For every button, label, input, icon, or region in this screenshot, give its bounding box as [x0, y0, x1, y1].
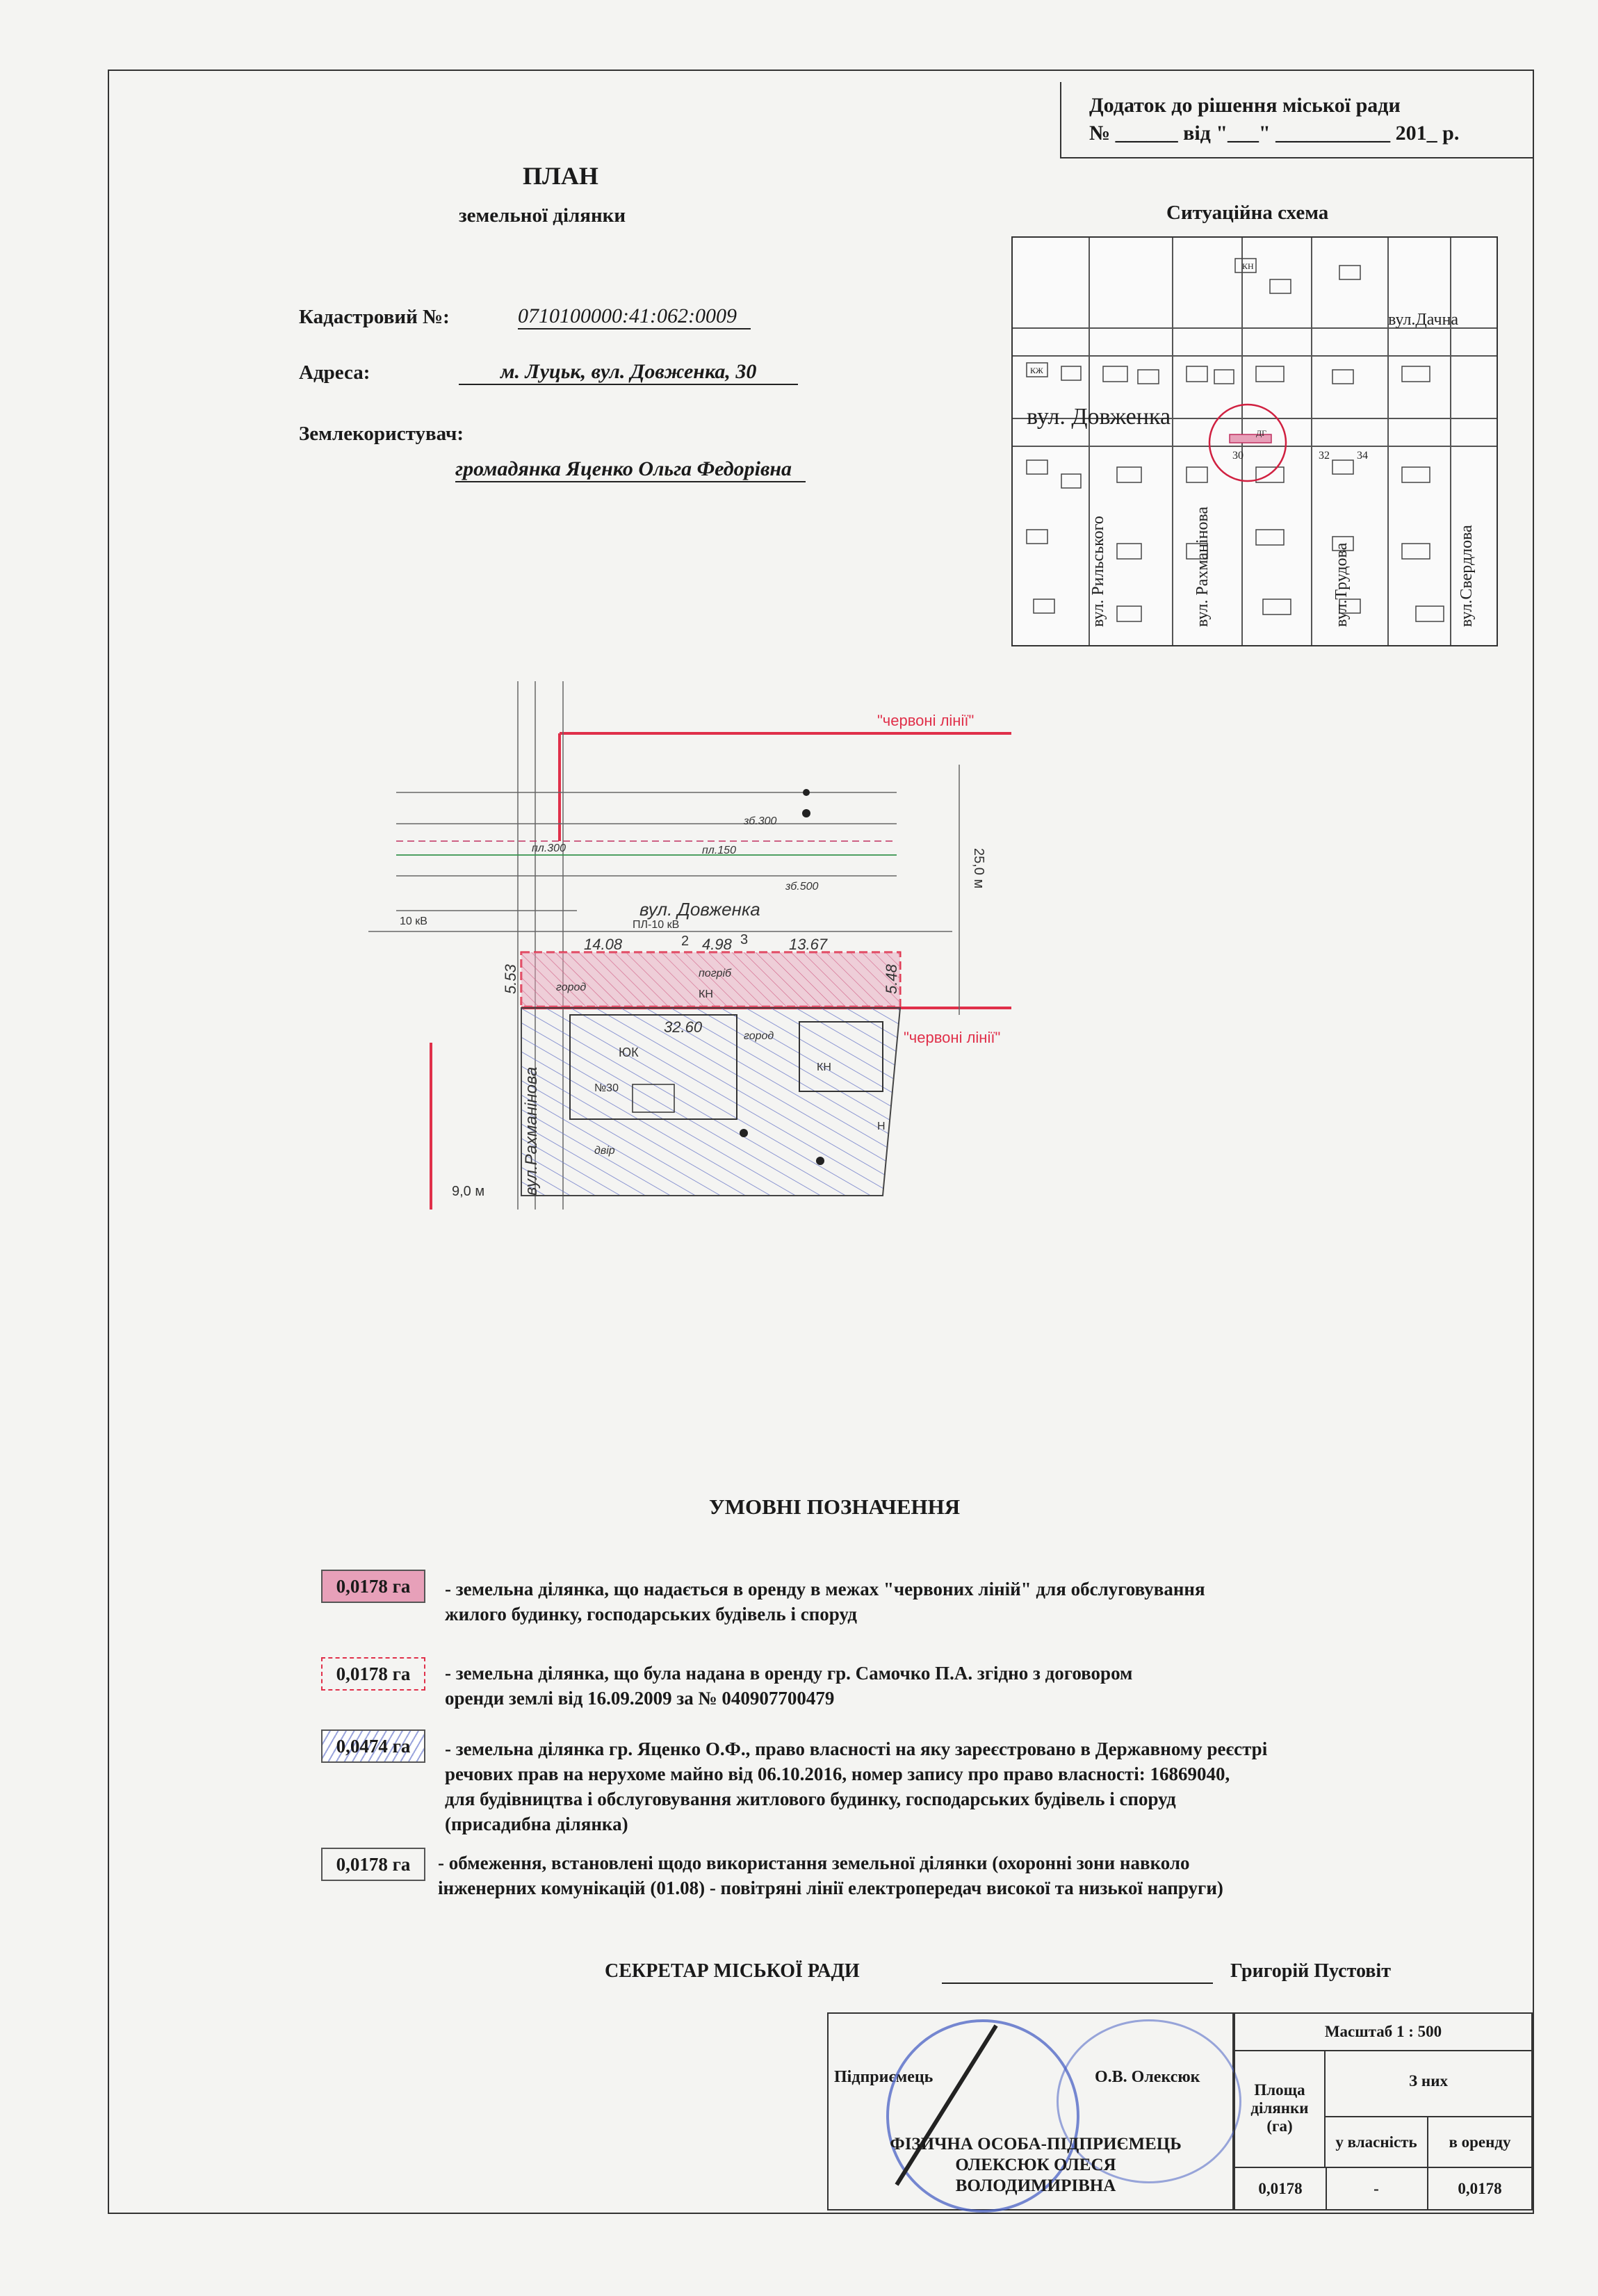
line-label-pl150: пл.150: [702, 845, 736, 856]
legend-text-2: [445, 1661, 1487, 1711]
plot-plan: [354, 681, 1036, 1210]
dim-9-0: 9,0 м: [452, 1184, 485, 1199]
situation-street-rakhmaninova: вул. Рахманінова: [1193, 506, 1212, 627]
area-value: 0,0178: [1235, 2168, 1327, 2209]
label-yuk: ЮК: [619, 1045, 639, 1059]
address-label: Адреса:: [299, 361, 370, 384]
dim-5-53: 5.53: [502, 964, 519, 994]
plan-red-lines-label-2: "червоні лінії": [904, 1029, 1001, 1046]
entrepreneur-name: О.В. Олексюк: [1095, 2068, 1200, 2086]
annex-box: [1060, 82, 1533, 158]
plan-street-label: вул. Довженка: [639, 899, 760, 920]
plan-red-lines-label: "червоні лінії": [877, 712, 975, 729]
dim-4-98: 4.98: [702, 936, 732, 953]
user-value: громадянка Яценко Ольга Федорівна: [455, 457, 806, 482]
situation-street-rylskoho: вул. Рильського: [1089, 516, 1107, 627]
col-own-header: у власність: [1326, 2116, 1428, 2168]
signature-name: Григорій Пустовіт: [1230, 1960, 1391, 1982]
label-kn: КН: [699, 988, 713, 1000]
label-horod-2: город: [744, 1030, 774, 1042]
dim-25-0: 25,0 м: [971, 848, 986, 889]
dim-13-67: 13.67: [789, 936, 828, 953]
legend-text-1-line2: жилого будинку, господарських будівель і споруд: [445, 1604, 857, 1625]
legend-text-3-line3: для будівництва і обслуговування житлового будинку, господарських будівель і споруд: [445, 1789, 1176, 1809]
label-house-30: №30: [594, 1082, 619, 1094]
situation-label-kn: КН: [1242, 261, 1254, 271]
legend-text-4: [438, 1850, 1481, 1900]
user-label: Землекористувач:: [299, 423, 464, 445]
col-rent-header: в оренду: [1428, 2116, 1531, 2168]
legend-box-3: 0,0474 га: [321, 1729, 425, 1763]
situation-street-sverdlova: вул.Свердлова: [1458, 525, 1476, 627]
address-value: м. Луцьк, вул. Довженка, 30: [459, 360, 798, 385]
scale-table: [1234, 2012, 1533, 2210]
line-label-pl10kv: ПЛ-10 кВ: [633, 919, 680, 931]
legend-box-4: 0,0178 га: [321, 1848, 425, 1881]
area-header: Площа ділянки (га): [1235, 2050, 1326, 2168]
legend-text-1-line1: - земельна ділянка, що надається в оренду в межах "червоних ліній" для обслуговування: [445, 1579, 1205, 1599]
org-line2: ОЛЕКСЮК ОЛЕСЯ: [955, 2156, 1116, 2174]
situation-label-kzh: КЖ: [1030, 366, 1043, 375]
annex-line2: № ______ від "___" ___________ 201_ р.: [1089, 122, 1460, 145]
marker-3: 3: [740, 932, 749, 947]
line-label-zb500: зб.500: [785, 881, 819, 893]
line-label-10kv: 10 кВ: [400, 915, 427, 927]
situation-title: Ситуаційна схема: [1166, 202, 1329, 224]
legend-text-3: [445, 1736, 1487, 1837]
legend-box-1: 0,0178 га: [321, 1570, 425, 1603]
situation-street-trudova: вул.Трудова: [1332, 542, 1351, 627]
legend-title: УМОВНІ ПОЗНАЧЕННЯ: [709, 1495, 961, 1519]
label-horod: город: [556, 982, 587, 993]
situation-street-dachna: вул.Дачна: [1388, 311, 1459, 329]
label-dvir: двір: [594, 1145, 615, 1157]
line-label-zb300: зб.300: [744, 815, 777, 827]
of-them-header: З них: [1326, 2050, 1531, 2117]
org-line1: ФІЗИЧНА ОСОБА-ПІДПРИЄМЕЦЬ: [890, 2135, 1182, 2153]
page-title: ПЛАН: [523, 162, 598, 190]
legend-text-4-line2: інженерних комунікацій (01.08) - повітряні лінії електропередач високої та низької напруги): [438, 1878, 1223, 1898]
situation-street-dovzhenka: вул. Довженка: [1027, 404, 1171, 430]
situation-label-34: 34: [1357, 450, 1368, 462]
plot-owned: [521, 1008, 900, 1196]
legend-text-2-line2: оренди землі від 16.09.2009 за № 040907700479: [445, 1688, 835, 1709]
own-value: -: [1326, 2168, 1428, 2209]
signature-role: СЕКРЕТАР МІСЬКОЇ РАДИ: [605, 1960, 860, 1982]
entrepreneur-label: Підприємець: [834, 2068, 933, 2086]
legend-text-3-line1: - земельна ділянка гр. Яценко О.Ф., право власності на яку зареєстровано в Державному реєстрі: [445, 1739, 1268, 1759]
situation-label-dg: ДГ: [1256, 428, 1267, 438]
legend-box-2: 0,0178 га: [321, 1657, 425, 1691]
signature-line: [942, 1982, 1213, 1984]
situation-map: [1011, 236, 1498, 646]
org-line3: ВОЛОДИМИРІВНА: [955, 2176, 1116, 2195]
line-label-pl300: пл.300: [532, 842, 566, 854]
dim-5-48: 5.48: [883, 964, 900, 994]
legend-text-3-line2: речових прав на нерухоме майно від 06.10.2016, номер запису про право власності: 16869040,: [445, 1764, 1230, 1784]
legend-text-4-line1: - обмеження, встановлені щодо використання земельної ділянки (охоронні зони навколо: [438, 1853, 1190, 1873]
dim-14-08: 14.08: [584, 936, 623, 953]
legend-text-1: [445, 1577, 1487, 1627]
plot-plan-drawing: [354, 681, 1036, 1210]
situation-label-32: 32: [1319, 450, 1330, 462]
label-kn-2: КН: [817, 1061, 831, 1073]
legend-text-3-line4: (присадибна ділянка): [445, 1814, 628, 1834]
marker-2: 2: [681, 934, 690, 949]
annex-line1: Додаток до рішення міської ради: [1089, 94, 1401, 117]
legend-text-2-line1: - земельна ділянка, що була надана в оренду гр. Самочко П.А. згідно з договором: [445, 1663, 1133, 1684]
rent-value: 0,0178: [1458, 2180, 1502, 2197]
label-pohrib: погріб: [699, 968, 732, 979]
cadastral-value: 0710100000:41:062:0009: [518, 304, 751, 329]
plan-side-street-label: вул.Рахманінова: [522, 1066, 541, 1196]
scale-cell: Масштаб 1 : 500: [1235, 2014, 1531, 2051]
situation-map-drawing: [1013, 238, 1497, 645]
label-n: Н: [877, 1121, 886, 1132]
situation-label-30: 30: [1232, 450, 1244, 462]
dim-32-60: 32.60: [664, 1018, 703, 1036]
page-subtitle: земельної ділянки: [459, 204, 626, 227]
cadastral-label: Кадастровий №:: [299, 306, 450, 328]
org-name: [862, 2134, 1209, 2197]
